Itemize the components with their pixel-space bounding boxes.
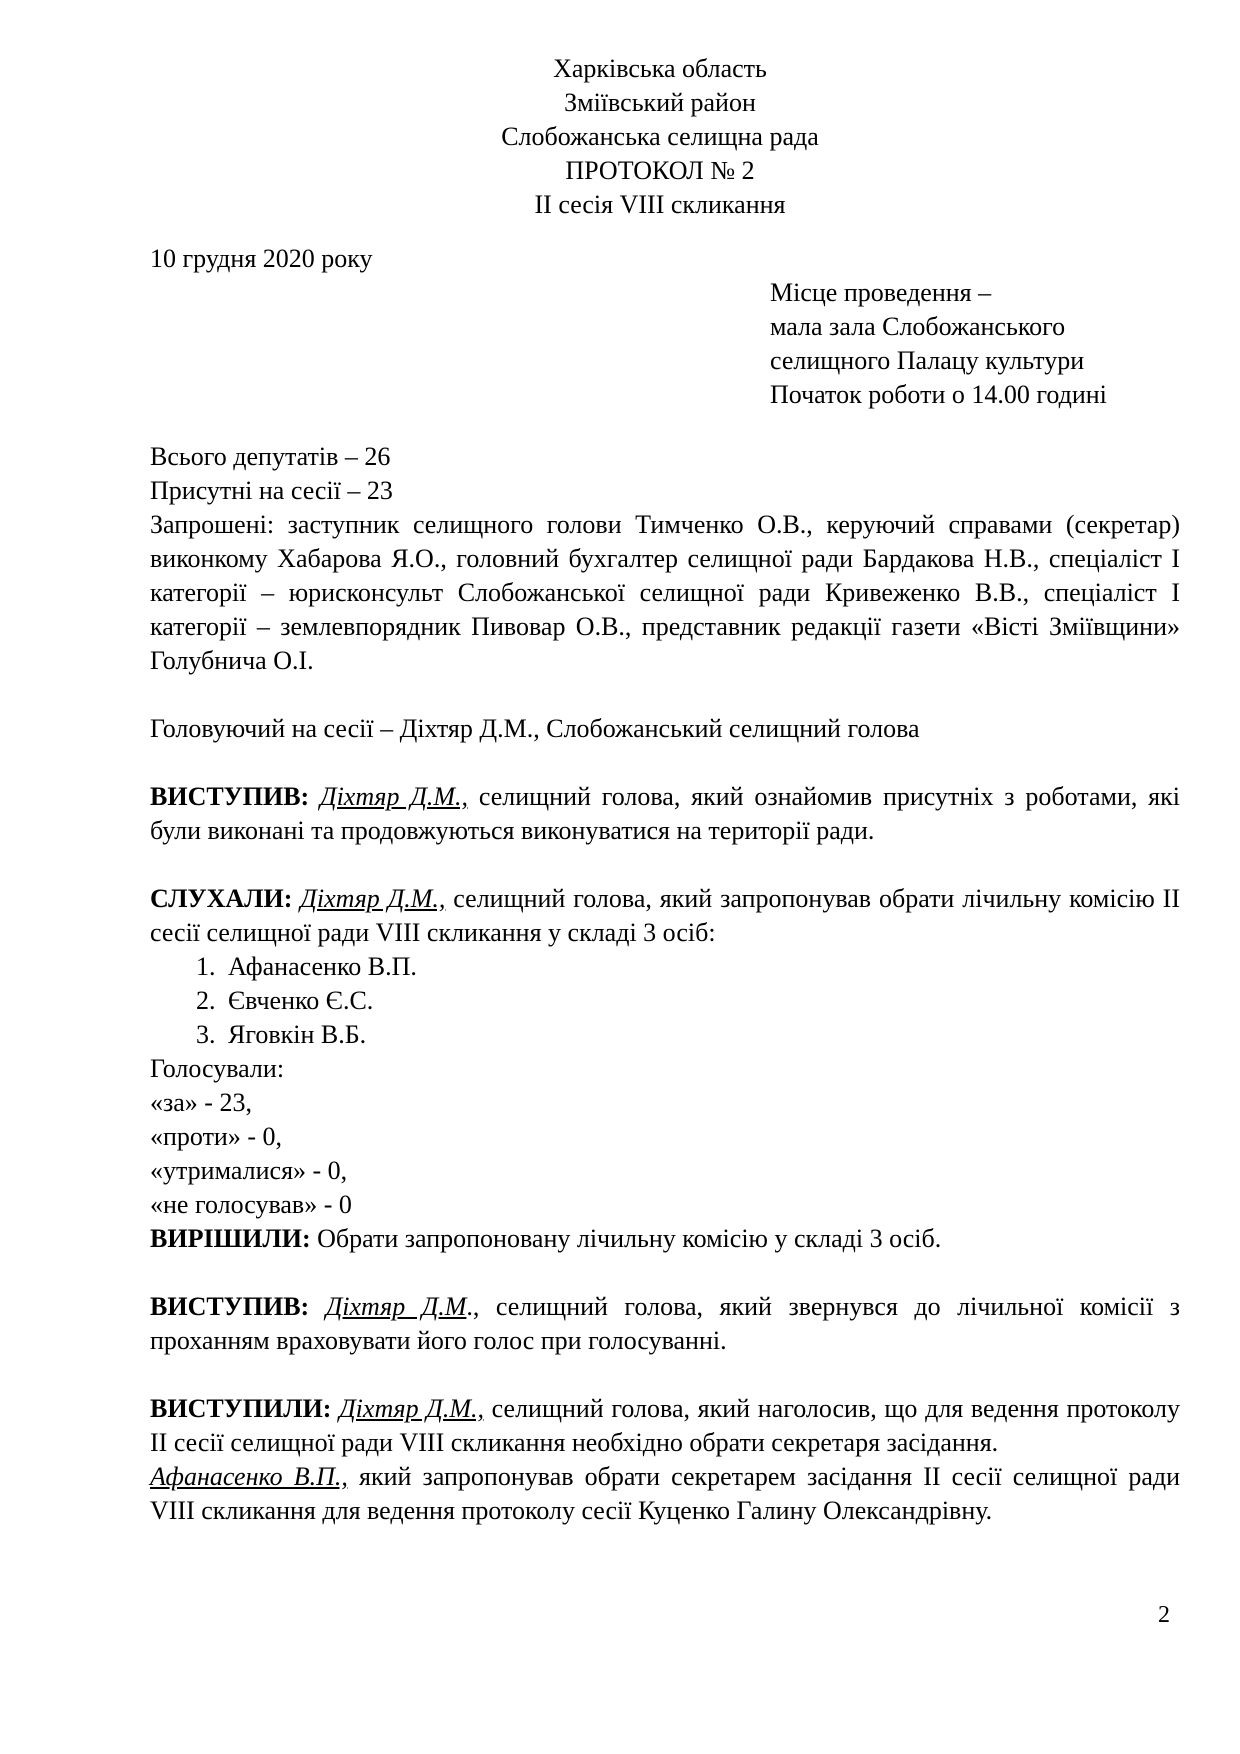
heard-label: СЛУХАЛИ:: [150, 884, 293, 913]
speech-text: селищний голова, який наголосив, що для ведення протоколу ІІ сесії селищної ради VIII скликання необхідно обрати секретаря засідання.: [150, 1394, 1181, 1457]
page-number: 2: [1158, 1602, 1170, 1628]
document-header: [150, 52, 1170, 222]
list-item: 2. Євченко Є.С.: [222, 984, 1180, 1018]
spoke-paragraph-1: [150, 780, 1180, 848]
decided-label: ВИРІШИЛИ:: [150, 1224, 311, 1253]
speech-text: ., селищний голова, який звернувся до лічильної комісії з проханням враховувати його голос при голосуванні.: [150, 1292, 1181, 1355]
spoke-label: ВИСТУПИЛИ:: [150, 1394, 332, 1423]
speaker-name: Діхтяр Д.М: [325, 1292, 467, 1321]
votes-not-voted: «не голосував» - 0: [150, 1190, 352, 1219]
heard-paragraph: [150, 882, 1180, 950]
protocol-title: ПРОТОКОЛ № 2: [565, 156, 755, 185]
speech-text: селищний голова, який ознайомив присутніх з роботами, які були виконані та продовжуються виконуватися на території ради.: [150, 782, 1180, 845]
district-line: Зміївський район: [564, 88, 756, 117]
spoke-paragraph-4: [150, 1460, 1180, 1528]
speaker-name: Діхтяр Д.М.,: [339, 1394, 484, 1423]
spoke-section-3: [150, 1392, 1180, 1528]
council-line: Слобожанська селищна рада: [501, 122, 819, 151]
session-line: ІІ сесія VIII скликання: [534, 190, 786, 219]
list-item: 3. Яговкін В.Б.: [222, 1018, 1180, 1052]
heard-section: [150, 882, 1180, 1256]
votes-abstained: «утрималися» - 0,: [150, 1156, 348, 1185]
chair-paragraph: Головуючий на сесії – Діхтяр Д.М., Слобожанський селищний голова: [150, 714, 920, 743]
spoke-paragraph-3: [150, 1392, 1180, 1460]
list-item: 1. Афанасенко В.П.: [222, 950, 1180, 984]
heard-text: селищний голова, який запропонував обрати лічильну комісію ІІ сесії селищної ради VIII скликання у складі 3 осіб:: [150, 884, 1180, 947]
decided-text: Обрати запропоновану лічильну комісію у складі 3 осіб.: [310, 1224, 942, 1253]
votes-against: «проти» - 0,: [150, 1122, 283, 1151]
present-deputies: Присутні на сесії – 23: [150, 476, 393, 505]
region-line: Харківська область: [553, 54, 767, 83]
votes-for: «за» - 23,: [150, 1088, 252, 1117]
spoke-label: ВИСТУПИВ:: [150, 1292, 310, 1321]
venue-line-4: Початок роботи о 14.00 годині: [770, 380, 1107, 409]
venue-line-3: селищного Палацу культури: [770, 346, 1085, 375]
document-page: [150, 52, 1180, 1528]
spoke-label: ВИСТУПИВ:: [150, 782, 310, 811]
speaker-name: Діхтяр Д.М.,: [320, 782, 469, 811]
spoke-paragraph-2: [150, 1290, 1180, 1358]
decided-paragraph: [150, 1222, 1180, 1256]
venue-line-2: мала зала Слобожанського: [770, 312, 1066, 341]
votes-block: [150, 1052, 1180, 1222]
meeting-date: 10 грудня 2020 року: [150, 244, 373, 273]
venue-block: [770, 276, 1180, 412]
total-deputies: Всього депутатів – 26: [150, 442, 391, 471]
invited-paragraph: Запрошені: заступник селищного голови Тимченко О.В., керуючий справами (секретар) виконкому Хабарова Я.О., головний бухгалтер селищної ради Бардакова Н.В., спеціаліст І категорії – юрисконсульт Слобожанської селищної ради Кривеженко В.В., спеціаліст І категорії – землевпорядник Пивовар О.В., представник редакції газети «Вісті Зміївщини» Голубнича О.І.: [150, 510, 1180, 675]
votes-title: Голосували:: [150, 1054, 285, 1083]
attendance-block: [150, 440, 1180, 508]
speech-text: який запропонував обрати секретарем засідання ІІ сесії селищної ради VIII скликання для ведення протоколу сесії Куценко Галину Олександрівну.: [150, 1462, 1181, 1525]
commission-list: [150, 950, 1180, 1052]
venue-line-1: Місце проведення –: [770, 278, 992, 307]
speaker-name: Афанасенко В.П.,: [150, 1462, 348, 1491]
speaker-name: Діхтяр Д.М.,: [300, 884, 446, 913]
